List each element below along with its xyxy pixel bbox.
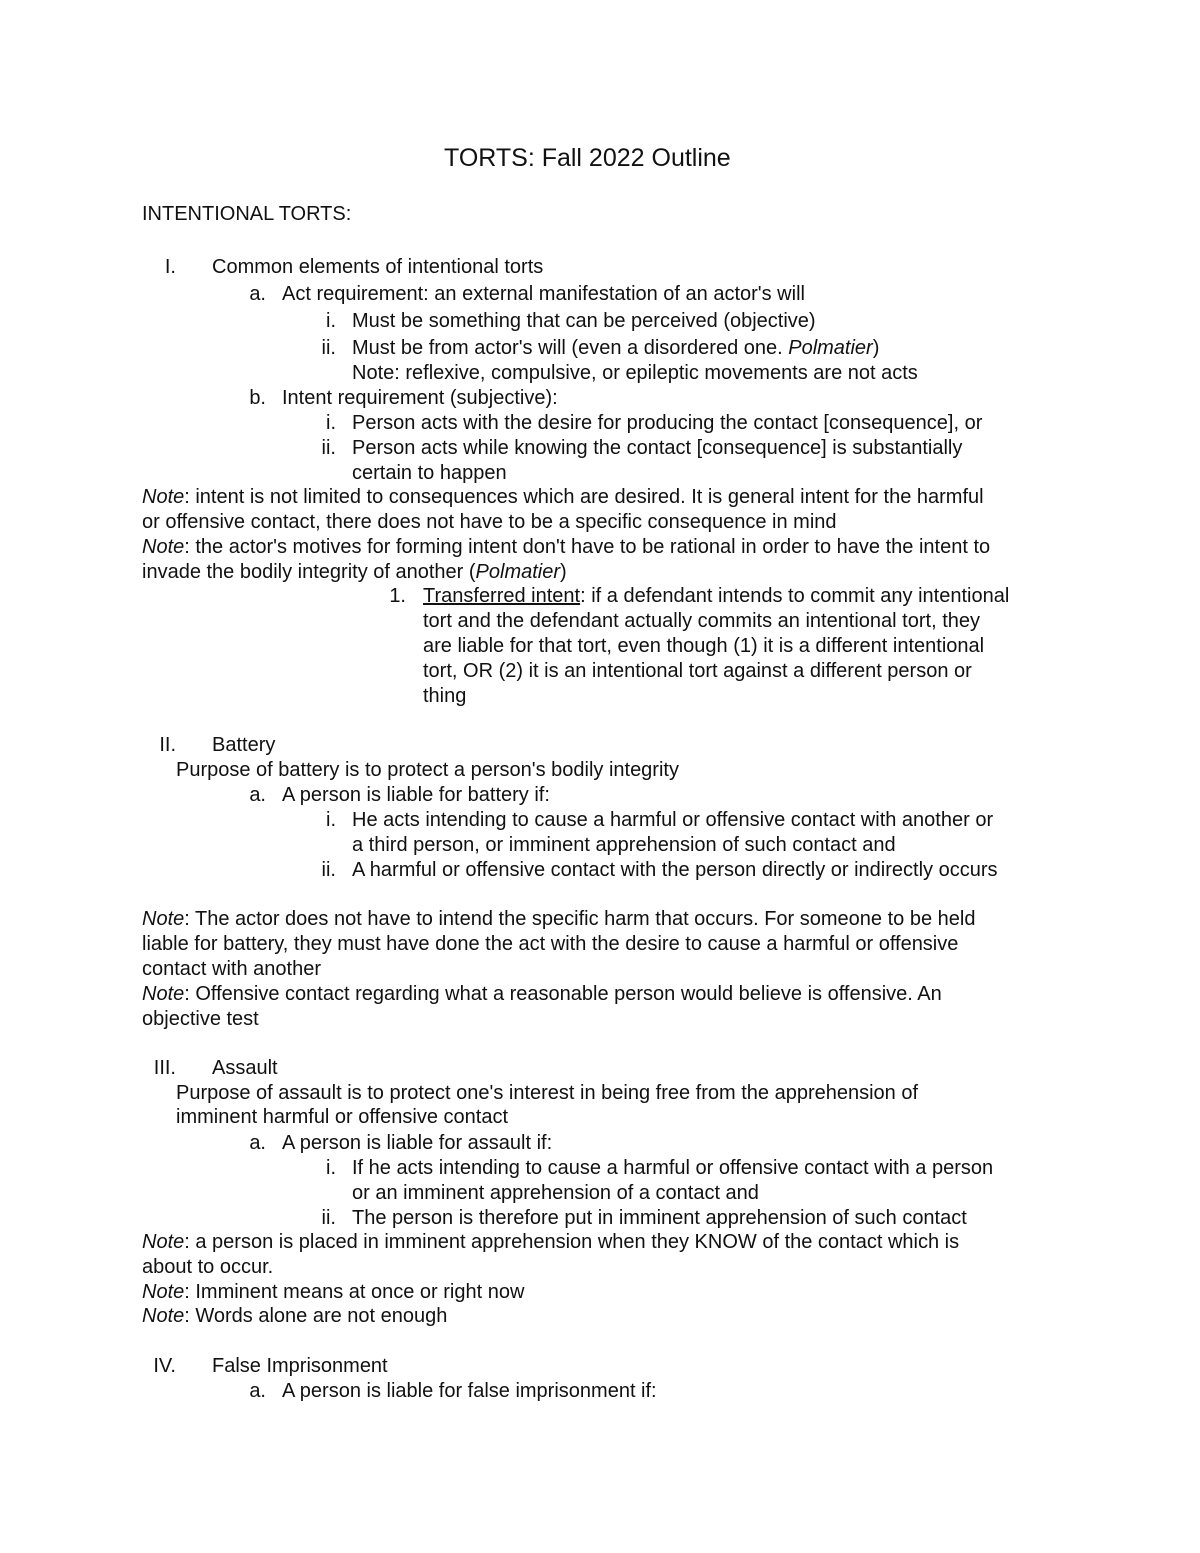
list-item: A person is liable for battery if: — [282, 784, 550, 806]
outline-marker: ii. — [321, 1207, 336, 1229]
list-item: Must be from actor's will (even a disordered one. Polmatier) — [352, 337, 880, 359]
list-item: If he acts intending to cause a harmful or offensive contact with a person — [352, 1157, 994, 1179]
transferred-intent: thing — [423, 685, 467, 707]
case-name: Polmatier — [788, 337, 873, 359]
note: Note: Offensive contact regarding what a reasonable person would believe is offensive. An — [142, 983, 942, 1005]
transferred-intent: Transferred intent: if a defendant intends to commit any intentional — [423, 585, 1010, 607]
outline-marker: a. — [249, 784, 266, 806]
note: contact with another — [142, 958, 321, 980]
outline-marker: b. — [249, 387, 266, 409]
list-item: or an imminent apprehension of a contact and — [352, 1182, 759, 1204]
note: Note: Imminent means at once or right now — [142, 1281, 525, 1303]
outline-marker: i. — [326, 809, 336, 831]
note: Note: intent is not limited to consequences which are desired. It is general intent for the harmful — [142, 486, 984, 508]
note-label: Note — [142, 1231, 185, 1253]
purpose-statement: imminent harmful or offensive contact — [176, 1106, 509, 1128]
list-item: a third person, or imminent apprehension of such contact and — [352, 834, 896, 856]
outline-marker: a. — [249, 1380, 266, 1402]
note: Note: The actor does not have to intend the specific harm that occurs. For someone to be held — [142, 908, 976, 930]
note: or offensive contact, there does not have to be a specific consequence in mind — [142, 511, 837, 533]
list-item: The person is therefore put in imminent apprehension of such contact — [352, 1207, 967, 1229]
outline-heading-battery: Battery — [212, 734, 276, 756]
outline-marker: ii. — [321, 859, 336, 881]
list-item: A harmful or offensive contact with the person directly or indirectly occurs — [352, 859, 998, 881]
list-item: Person acts while knowing the contact [consequence] is substantially — [352, 437, 963, 459]
outline-marker: i. — [326, 310, 336, 332]
note: liable for battery, they must have done the act with the desire to cause a harmful or offensive — [142, 933, 959, 955]
note-label: Note — [142, 908, 185, 930]
list-item: A person is liable for assault if: — [282, 1132, 553, 1154]
outline-marker: i. — [326, 1157, 336, 1179]
outline-marker: III. — [153, 1057, 176, 1079]
page-title: TORTS: Fall 2022 Outline — [444, 144, 731, 172]
purpose-statement: Purpose of battery is to protect a person's bodily integrity — [176, 759, 679, 781]
note: Note: a person is placed in imminent apprehension when they KNOW of the contact which is — [142, 1231, 960, 1253]
note-label: Note — [142, 1281, 185, 1303]
outline-marker: I. — [164, 256, 176, 278]
transferred-intent: tort and the defendant actually commits an intentional tort, they — [423, 610, 980, 632]
purpose-statement: Purpose of assault is to protect one's interest in being free from the apprehension of — [176, 1082, 919, 1104]
transferred-intent: are liable for that tort, even though (1) it is a different intentional — [423, 635, 985, 657]
outline-heading-false-imprisonment: False Imprisonment — [212, 1355, 388, 1377]
transferred-intent-term: Transferred intent — [423, 585, 581, 607]
outline-marker: a. — [249, 283, 266, 305]
outline-heading-assault: Assault — [212, 1057, 278, 1079]
note: Note: the actor's motives for forming intent don't have to be rational in order to have the intent to — [142, 536, 991, 558]
note: objective test — [142, 1008, 259, 1030]
list-item: He acts intending to cause a harmful or offensive contact with another or — [352, 809, 994, 831]
note-label: Note — [142, 1305, 185, 1327]
note-label: Note — [142, 983, 185, 1005]
list-item-note: Note: reflexive, compulsive, or epileptic movements are not acts — [352, 362, 918, 384]
section-heading: INTENTIONAL TORTS: — [142, 203, 352, 225]
outline-marker: a. — [249, 1132, 266, 1154]
outline-marker: IV. — [153, 1355, 176, 1377]
outline-marker: 1. — [389, 585, 406, 607]
note: invade the bodily integrity of another (Polmatier) — [142, 561, 567, 583]
list-item: certain to happen — [352, 462, 507, 484]
note: about to occur. — [142, 1256, 274, 1278]
outline-marker: II. — [159, 734, 176, 756]
outline-heading-common-elements: Common elements of intentional torts — [212, 256, 544, 278]
transferred-intent: tort, OR (2) it is an intentional tort against a different person or — [423, 660, 972, 682]
note: Note: Words alone are not enough — [142, 1305, 448, 1327]
list-item: A person is liable for false imprisonment if: — [282, 1380, 657, 1402]
act-requirement: Act requirement: an external manifestation of an actor's will — [282, 283, 805, 305]
outline-marker: ii. — [321, 337, 336, 359]
case-name: Polmatier — [475, 561, 561, 583]
list-item: Must be something that can be perceived (objective) — [352, 310, 816, 332]
outline-marker: ii. — [321, 437, 336, 459]
list-item: Person acts with the desire for producing the contact [consequence], or — [352, 412, 983, 434]
note-label: Note — [142, 486, 185, 508]
intent-requirement: Intent requirement (subjective): — [282, 387, 558, 409]
note-label: Note — [142, 536, 185, 558]
outline-marker: i. — [326, 412, 336, 434]
